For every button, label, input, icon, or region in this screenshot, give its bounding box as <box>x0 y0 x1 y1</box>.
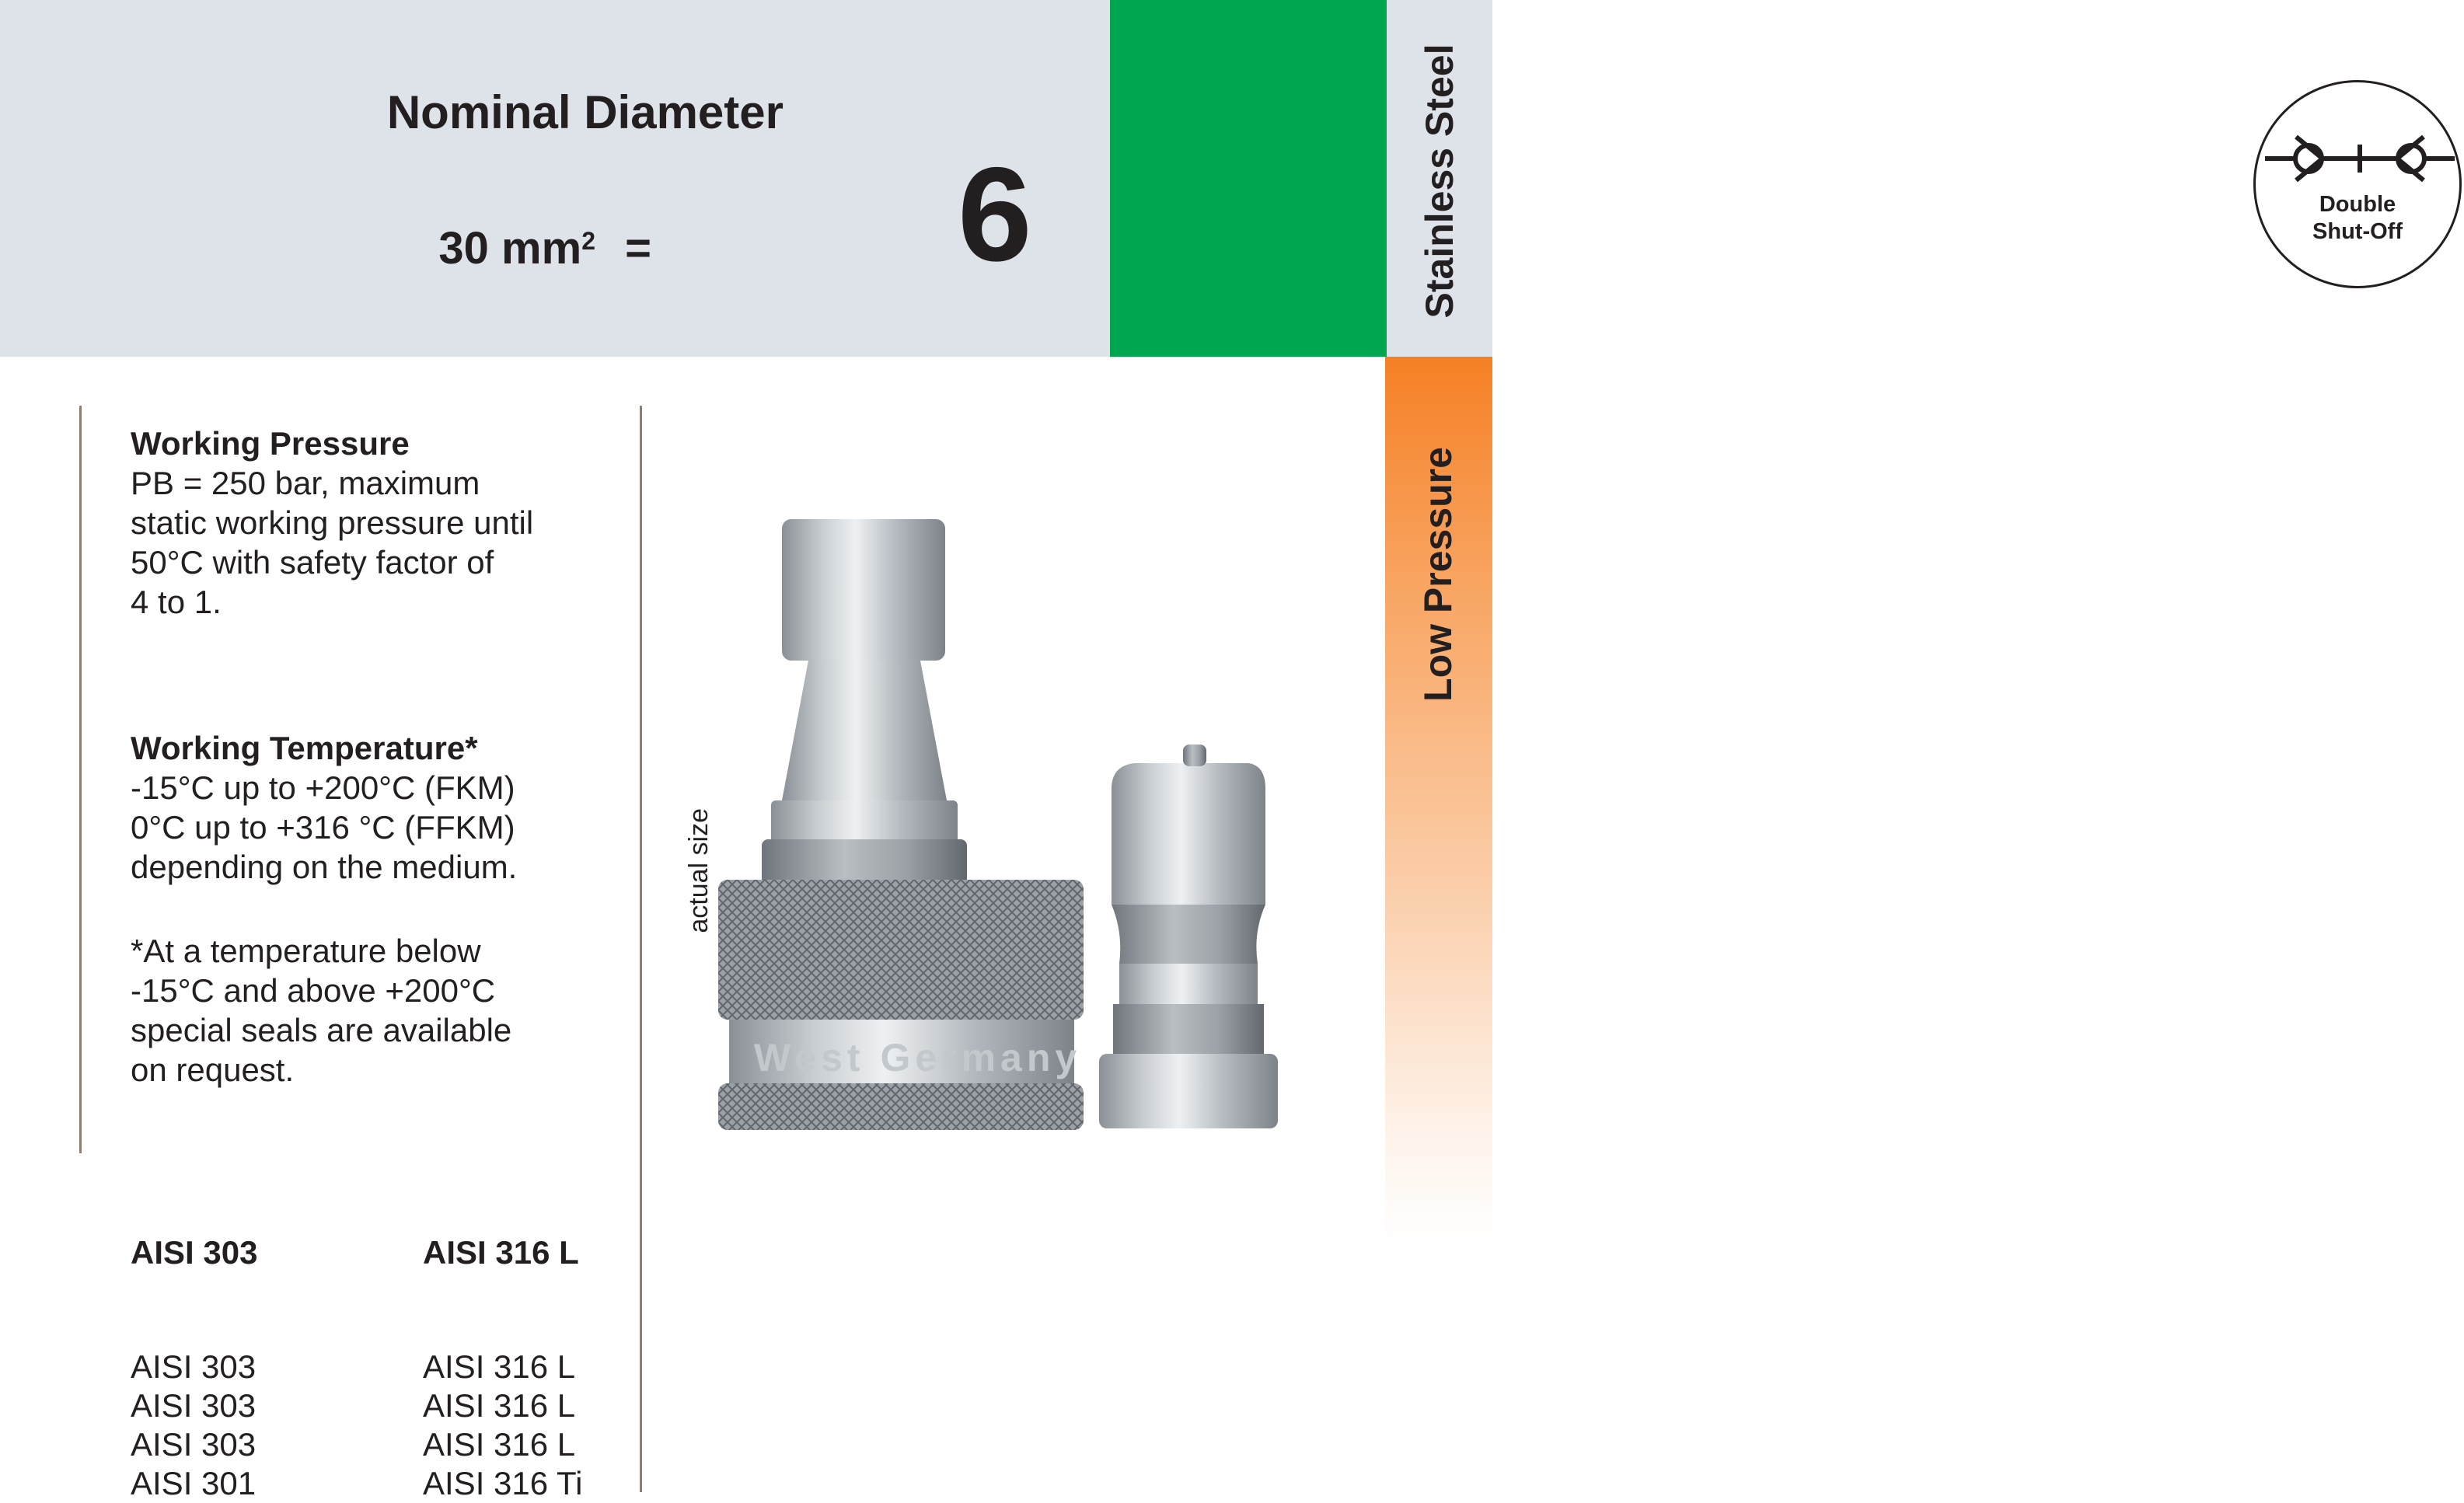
working-pressure-section <box>131 424 533 622</box>
actual-size-caption: actual size <box>684 808 714 933</box>
header-band <box>0 0 1110 357</box>
footnote-line: special seals are available <box>131 1012 512 1048</box>
working-temperature-line: 0°C up to +316 °C (FFKM) <box>131 809 515 846</box>
equals-sign: = <box>625 223 651 274</box>
left-divider <box>79 406 82 1153</box>
tab-low-pressure[interactable] <box>1385 357 1492 1492</box>
tab-low-pressure-label: Low Pressure <box>1416 447 1460 702</box>
badge-line-2: Shut-Off <box>2312 219 2403 244</box>
double-shut-off-badge <box>2253 80 2462 288</box>
material-col2-list <box>423 1348 582 1503</box>
working-temperature-section <box>131 728 517 887</box>
center-divider <box>640 406 642 1492</box>
material-item: AISI 316 L <box>423 1348 576 1385</box>
cross-section-area <box>438 222 651 274</box>
working-pressure-line: 4 to 1. <box>131 584 222 620</box>
nominal-diameter-title: Nominal Diameter <box>386 86 784 138</box>
material-item: AISI 316 L <box>423 1426 576 1463</box>
material-col1-list <box>131 1348 256 1503</box>
double-shut-off-valve-icon <box>2256 82 2464 291</box>
material-item: AISI 303 <box>131 1426 257 1463</box>
area-superscript: 2 <box>581 227 595 255</box>
temperature-footnote <box>131 931 511 1090</box>
material-item: AISI 316 L <box>423 1387 576 1424</box>
socket-coupler <box>718 519 1084 1130</box>
working-pressure-line: PB = 250 bar, maximum <box>131 465 480 501</box>
working-pressure-heading: Working Pressure <box>131 425 410 462</box>
area-value: 30 mm <box>438 223 582 274</box>
material-col1-heading: AISI 303 <box>131 1234 258 1271</box>
badge-line-1: Double <box>2319 192 2396 217</box>
coupling-photo <box>700 497 1337 1236</box>
working-temperature-line: -15°C up to +200°C (FKM) <box>131 769 515 806</box>
engraving-text: West Germany <box>754 1036 1082 1079</box>
material-item: AISI 303 <box>131 1348 257 1385</box>
material-col2-heading: AISI 316 L <box>423 1234 579 1271</box>
working-pressure-line: 50°C with safety factor of <box>131 544 494 581</box>
tab-stainless-steel[interactable] <box>1387 0 1492 357</box>
material-item: AISI 303 <box>131 1387 257 1424</box>
footnote-line: on request. <box>131 1051 295 1088</box>
footnote-line: -15°C and above +200°C <box>131 972 496 1009</box>
material-item: AISI 301 <box>131 1465 257 1501</box>
working-temperature-line: depending on the medium. <box>131 849 518 885</box>
footnote-line: *At a temperature below <box>131 933 481 969</box>
nominal-diameter-value: 6 <box>958 140 1032 289</box>
plug-nipple <box>1099 745 1278 1128</box>
working-pressure-line: static working pressure until <box>131 504 534 541</box>
material-item: AISI 316 Ti <box>423 1465 583 1501</box>
working-temperature-heading: Working Temperature* <box>131 730 478 766</box>
tab-stainless-steel-label: Stainless Steel <box>1418 44 1461 319</box>
